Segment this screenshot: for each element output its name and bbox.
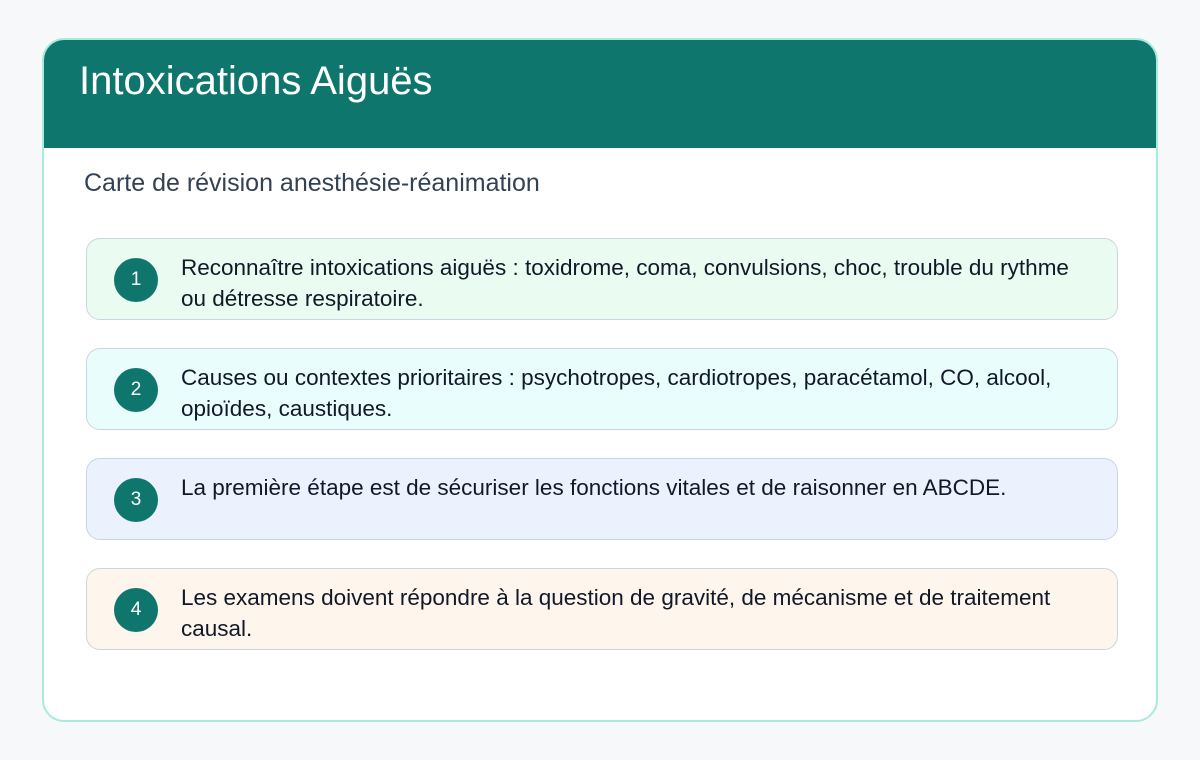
list-item: [86, 348, 1118, 430]
list-item: [86, 238, 1118, 320]
item-number-badge: 1: [114, 258, 158, 302]
item-number-badge: 3: [114, 478, 158, 522]
item-text: Les examens doivent répondre à la question de gravité, de mécanisme et de traitement causal.: [181, 585, 1051, 641]
card-title: Intoxications Aiguës: [79, 59, 433, 103]
item-text: Causes ou contextes prioritaires : psychotropes, cardiotropes, paracétamol, CO, alcool, opioïdes, caustiques.: [181, 365, 1052, 421]
item-number-badge: 4: [114, 588, 158, 632]
revision-card: [42, 38, 1158, 722]
card-subtitle: Carte de révision anesthésie-réanimation: [84, 169, 540, 197]
item-number-badge: 2: [114, 368, 158, 412]
card-header: [42, 38, 1158, 148]
list-item: [86, 458, 1118, 540]
list-item: [86, 568, 1118, 650]
item-text: Reconnaître intoxications aiguës : toxidrome, coma, convulsions, choc, trouble du rythme ou détresse respiratoire.: [181, 255, 1069, 311]
item-text: La première étape est de sécuriser les fonctions vitales et de raisonner en ABCDE.: [181, 475, 1007, 500]
